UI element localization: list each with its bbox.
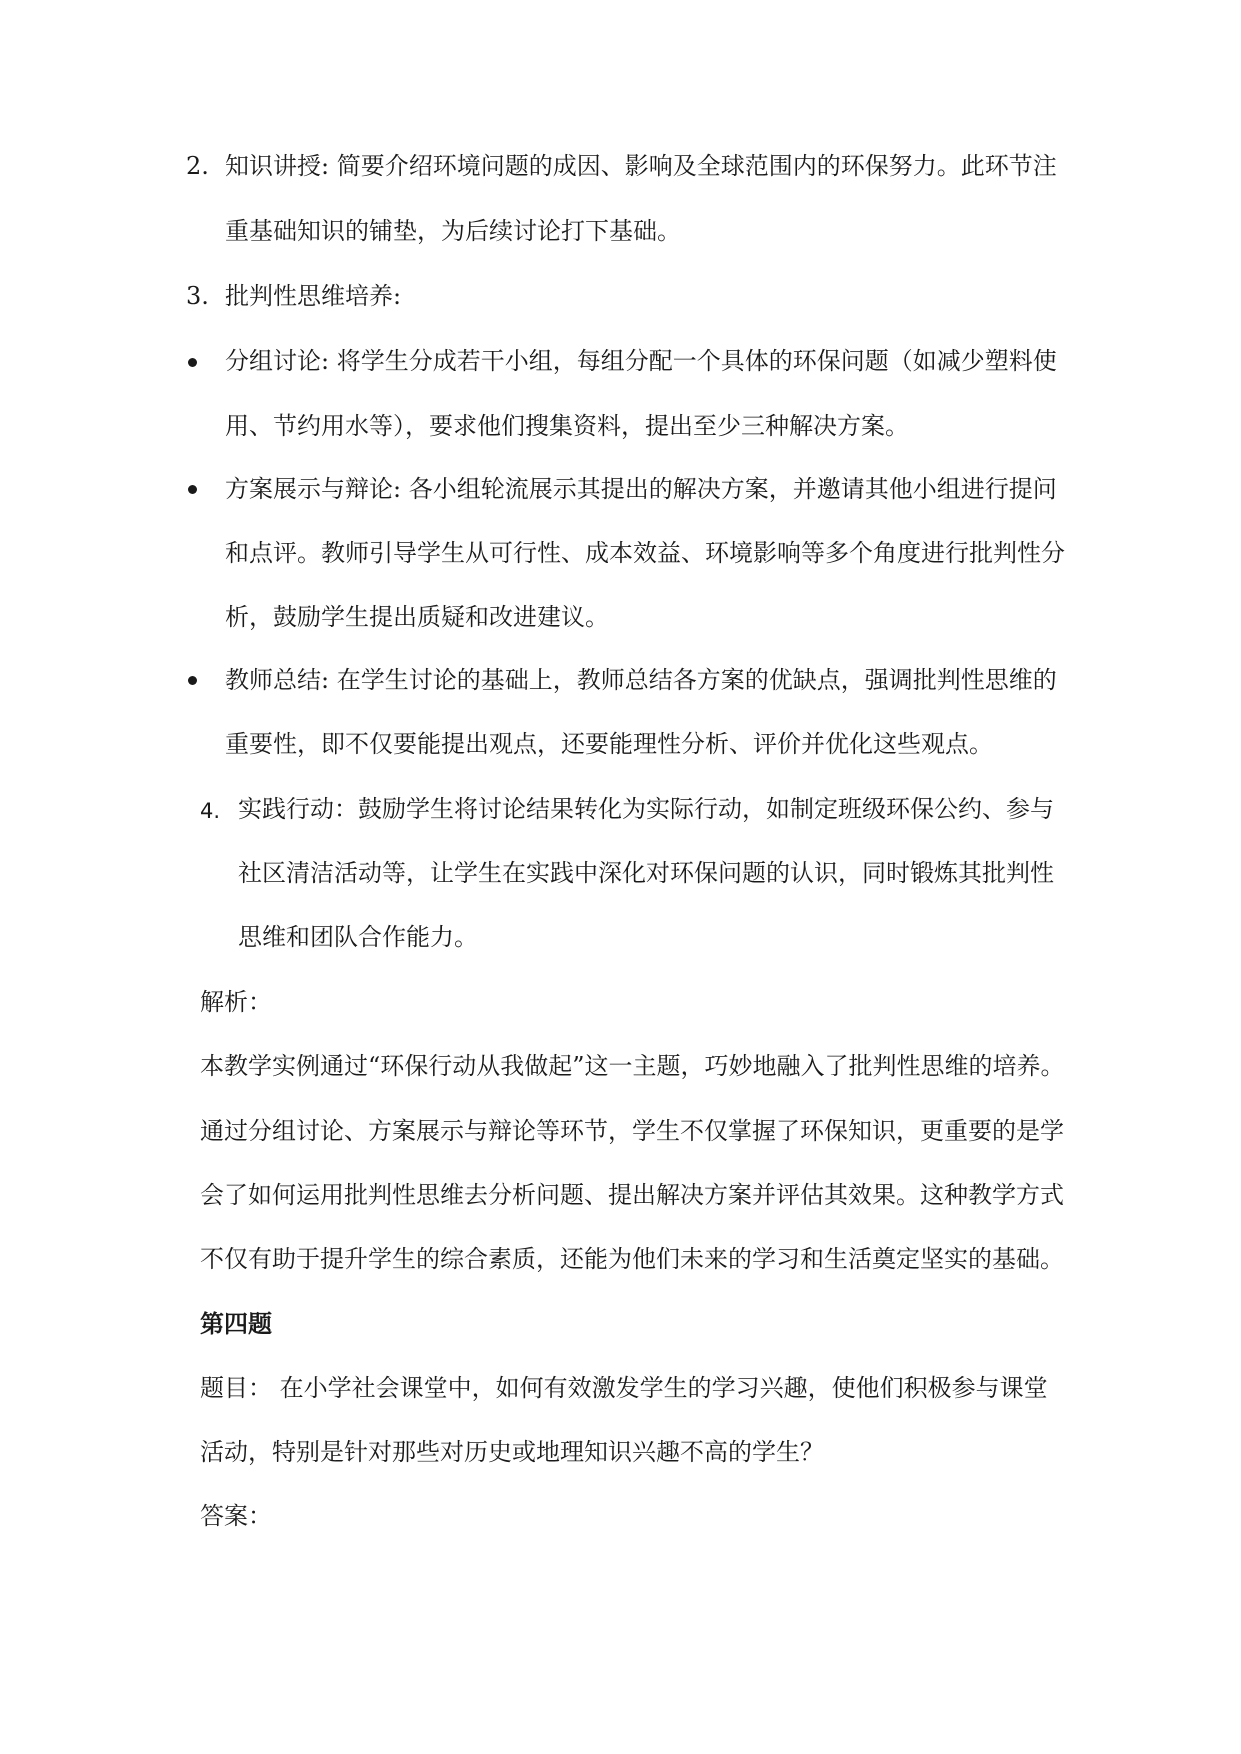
bullet-dot	[188, 676, 197, 685]
bullet-dot	[188, 358, 197, 367]
item2-line-1: 知识讲授: 简要介绍环境问题的成因、影响及全球范围内的环保努力。此环节注	[225, 152, 1057, 180]
analysis-line-4: 不仅有助于提升学生的综合素质，还能为他们未来的学习和生活奠定坚实的基础。	[200, 1245, 1064, 1273]
item4-line-2: 社区清洁活动等，让学生在实践中深化对环保问题的认识，同时锻炼其批判性	[238, 859, 1054, 887]
item3-line-1: 批判性思维培养:	[225, 282, 402, 310]
bullet2-line-3: 析，鼓励学生提出质疑和改进建议。	[225, 603, 609, 631]
analysis-line-3: 会了如何运用批判性思维去分析问题、提出解决方案并评估其效果。这种教学方式	[200, 1181, 1064, 1209]
bullet2-line-2: 和点评。教师引导学生从可行性、成本效益、环境影响等多个角度进行批判性分	[225, 539, 1065, 567]
analysis-line-2: 通过分组讨论、方案展示与辩论等环节，学生不仅掌握了环保知识，更重要的是学	[200, 1117, 1064, 1145]
bullet3-line-2: 重要性，即不仅要能提出观点，还要能理性分析、评价并优化这些观点。	[225, 730, 993, 758]
item4-line-3: 思维和团队合作能力。	[238, 923, 478, 951]
item4-line-1: 实践行动：鼓励学生将讨论结果转化为实际行动，如制定班级环保公约、参与	[238, 795, 1054, 823]
answer-label: 答案：	[200, 1502, 272, 1530]
list-number-4: 4.	[200, 799, 221, 823]
question4-heading: 第四题	[200, 1309, 272, 1338]
bullet1-line-1: 分组讨论: 将学生分成若干小组，每组分配一个具体的环保问题（如减少塑料使	[225, 347, 1057, 375]
list-number-3: 3.	[186, 282, 209, 310]
question4-prompt-line-1: 题目： 在小学社会课堂中，如何有效激发学生的学习兴趣，使他们积极参与课堂	[200, 1374, 1048, 1402]
question4-prompt-line-2: 活动，特别是针对那些对历史或地理知识兴趣不高的学生？	[200, 1438, 824, 1466]
analysis-label: 解析：	[200, 988, 272, 1016]
list-number-2: 2.	[186, 152, 209, 180]
bullet1-line-2: 用、节约用水等），要求他们搜集资料，提出至少三种解决方案。	[225, 412, 909, 440]
bullet3-line-1: 教师总结: 在学生讨论的基础上，教师总结各方案的优缺点，强调批判性思维的	[225, 666, 1057, 694]
bullet2-line-1: 方案展示与辩论: 各小组轮流展示其提出的解决方案，并邀请其他小组进行提问	[225, 475, 1057, 503]
bullet-dot	[188, 485, 197, 494]
item2-line-2: 重基础知识的铺垫，为后续讨论打下基础。	[225, 217, 681, 245]
analysis-line-1: 本教学实例通过“环保行动从我做起”这一主题，巧妙地融入了批判性思维的培养。	[200, 1052, 1065, 1080]
